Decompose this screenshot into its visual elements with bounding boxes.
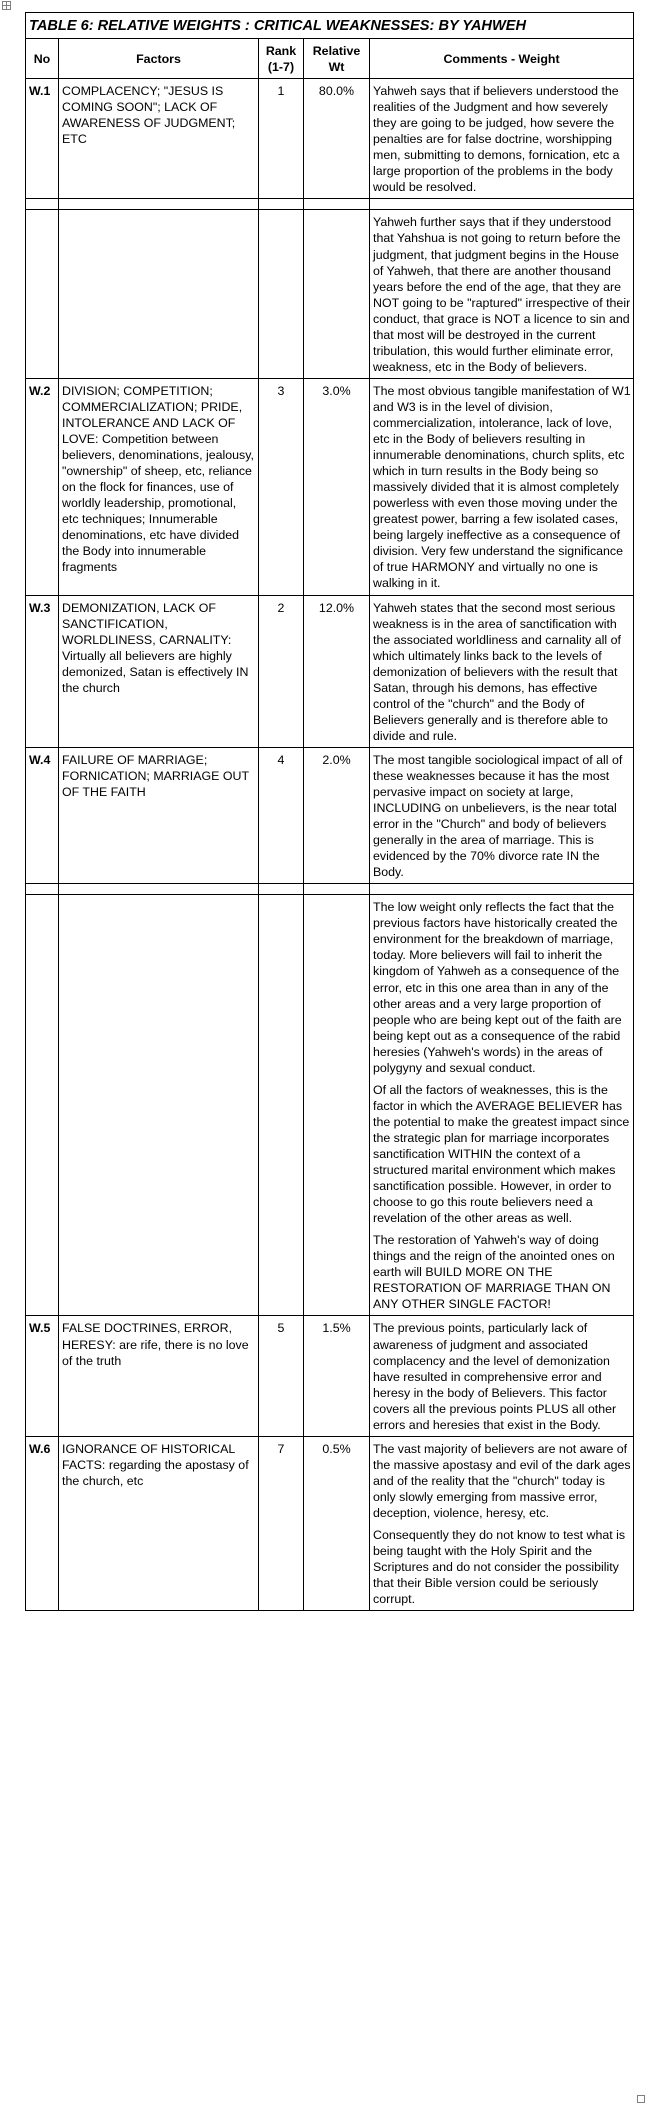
rank-cell: 7 (259, 1436, 304, 1610)
spacer-cell (370, 884, 634, 895)
factor-cell: IGNORANCE OF HISTORICAL FACTS: regarding the apostasy of the church, etc (59, 1436, 259, 1610)
comments-cell (370, 1316, 634, 1436)
factor-cell: DIVISION; COMPETITION; COMMERCIALIZATION; PRIDE, INTOLERANCE AND LACK OF LOVE: Competition between believers, denominations, jealousy, "ownership" of sheep, etc, reliance on the flock for finances, use of worldly leadership, promotional, etc techniques; Innumerable denominations, etc have divided the Body into innumerable fragments (59, 378, 259, 595)
table-row (26, 1316, 634, 1436)
comments-cell (370, 595, 634, 747)
table-resize-handle-icon[interactable] (637, 2095, 645, 2103)
comment-paragraph: Yahweh says that if believers understood the realities of the Judgment and how severely they are going to be judged, how severe the penalties are for false doctrine, worshipping men, submitting to demons, fornication, etc a large proportion of the problems in the body would be resolved. (373, 84, 620, 195)
comment-paragraph: The most tangible sociological impact of all of these weaknesses because it has the most pervasive impact on society at large, INCLUDING on unbelievers, is the near total error in the "Church" and body of believers generally in the area of marriage. This is evidenced by the 70% divorce rate IN the Body. (373, 752, 623, 880)
comments-cell (370, 210, 634, 378)
row-spacer (26, 884, 634, 895)
header-no: No (26, 39, 59, 79)
weaknesses-table (25, 12, 634, 1611)
rank-cell: 4 (259, 747, 304, 883)
rank-cell: 3 (259, 378, 304, 595)
factor-cell: DEMONIZATION, LACK OF SANCTIFICATION, WORLDLINESS, CARNALITY: Virtually all believers are highly demonized, Satan is effectively IN the church (59, 595, 259, 747)
spacer-cell (26, 884, 59, 895)
weight-cell: 80.0% (304, 79, 370, 199)
table-row (26, 895, 634, 1316)
comments-cell (370, 79, 634, 199)
row-spacer (26, 199, 634, 210)
table-title: TABLE 6: RELATIVE WEIGHTS : CRITICAL WEAKNESSES: BY YAHWEH (26, 13, 634, 39)
comment-paragraph: The low weight only reflects the fact that the previous factors have historically created the environment for the breakdown of marriage, today. More believers will fail to inherit the kingdom of Yahweh as a consequence of the error, etc in this one area than in any of the other areas and a very large proportion of people who are being kept out of the faith are being kept out as a consequence of the rabid heresies (Yahweh's words) in the areas of polygyny and sexual conduct. (373, 900, 622, 1075)
factor-cell (59, 895, 259, 1316)
comment-paragraph: Yahweh further says that if they understood that Yahshua is not going to return before the judgment, that judgment begins in the House of Yahweh, that there are another thousand years before the end of the age, that they are NOT going to be "raptured" irrespective of their conduct, that grace is NOT a licence to sin and that most will be destroyed in the current tribulation, this would further eliminate error, weakness, etc in the Body of believers. (373, 215, 631, 374)
row-number (26, 210, 59, 378)
rank-cell: 2 (259, 595, 304, 747)
header-factors: Factors (59, 39, 259, 79)
weight-cell (304, 895, 370, 1316)
weight-cell: 3.0% (304, 378, 370, 595)
header-weight: Relative Wt (304, 39, 370, 79)
weight-cell: 0.5% (304, 1436, 370, 1610)
row-number: W.6 (26, 1436, 59, 1610)
weight-cell: 1.5% (304, 1316, 370, 1436)
factor-cell: COMPLACENCY; "JESUS IS COMING SOON"; LACK OF AWARENESS OF JUDGMENT; ETC (59, 79, 259, 199)
spacer-cell (59, 884, 259, 895)
header-comments: Comments - Weight (370, 39, 634, 79)
comments-cell (370, 378, 634, 595)
rank-cell (259, 210, 304, 378)
weight-cell: 12.0% (304, 595, 370, 747)
rank-cell: 1 (259, 79, 304, 199)
weight-cell: 2.0% (304, 747, 370, 883)
table-row (26, 595, 634, 747)
table-row (26, 747, 634, 883)
header-rank: Rank (1-7) (259, 39, 304, 79)
comments-cell (370, 895, 634, 1316)
row-number: W.3 (26, 595, 59, 747)
factor-cell: FAILURE OF MARRIAGE; FORNICATION; MARRIAGE OUT OF THE FAITH (59, 747, 259, 883)
table-row (26, 79, 634, 199)
table-row (26, 1436, 634, 1610)
comment-paragraph: The most obvious tangible manifestation of W1 and W3 is in the level of division, commercialization, intolerance, lack of love, etc in the Body of believers resulting in innumerable denominations, church splits, etc which in turn results in the Body being so massively divided that it is almost completely powerless with even those moving under the greatest power, barring a few isolated cases, being largely ineffective as a consequence of division. Very few understand the significance of true HARMONY and virtually no one is walking in it. (373, 383, 631, 591)
weight-cell (304, 210, 370, 378)
comment-paragraph: Consequently they do not know to test what is being taught with the Holy Spirit and the Scriptures and do not consider the possibility that their Bible version could be seriously corrupt. (373, 1528, 626, 1607)
row-number: W.4 (26, 747, 59, 883)
spacer-cell (259, 199, 304, 210)
spacer-cell (370, 199, 634, 210)
table-move-handle-icon[interactable] (2, 1, 11, 10)
comment-paragraph: The restoration of Yahweh's way of doing things and the reign of the anointed ones on earth will BUILD MORE ON THE RESTORATION OF MARRIAGE THAN ON ANY OTHER SINGLE FACTOR! (373, 1233, 615, 1312)
spacer-cell (26, 199, 59, 210)
row-number: W.2 (26, 378, 59, 595)
table-row (26, 378, 634, 595)
comment-paragraph: The previous points, particularly lack of awareness of judgment and associated complacency and the level of demonization have resulted in comprehensive error and heresy in the body of Believers. This factor covers all the previous points PLUS all other errors and heresies that exist in the Body. (373, 1321, 617, 1432)
spacer-cell (259, 884, 304, 895)
row-number (26, 895, 59, 1316)
rank-cell: 5 (259, 1316, 304, 1436)
factor-cell (59, 210, 259, 378)
comments-cell (370, 747, 634, 883)
row-number: W.5 (26, 1316, 59, 1436)
spacer-cell (304, 884, 370, 895)
factor-cell: FALSE DOCTRINES, ERROR, HERESY: are rife, there is no love of the truth (59, 1316, 259, 1436)
spacer-cell (59, 199, 259, 210)
row-number: W.1 (26, 79, 59, 199)
comment-paragraph: Yahweh states that the second most serious weakness is in the area of sanctification with the associated worldliness and carnality all of which ultimately links back to the levels of demonization of believers with the result that Satan, through his demons, has effective control of the "church" and the Body of Believers generally and is therefore able to divide and rule. (373, 600, 621, 743)
table-row (26, 210, 634, 378)
comment-paragraph: The vast majority of believers are not aware of the massive apostasy and evil of the dark ages and of the reality that the "church" today is only slowly emerging from massive error, deception, violence, heresy, etc. (373, 1441, 631, 1520)
rank-cell (259, 895, 304, 1316)
spacer-cell (304, 199, 370, 210)
comment-paragraph: Of all the factors of weaknesses, this is the factor in which the AVERAGE BELIEVER has the potential to make the greatest impact since the strategic plan for marriage incorporates sanctification WITHIN the context of a structured marital environment which makes sanctification possible. However, in order to choose to go this route believers need a revelation of the other areas as well. (373, 1082, 630, 1226)
comments-cell (370, 1436, 634, 1610)
